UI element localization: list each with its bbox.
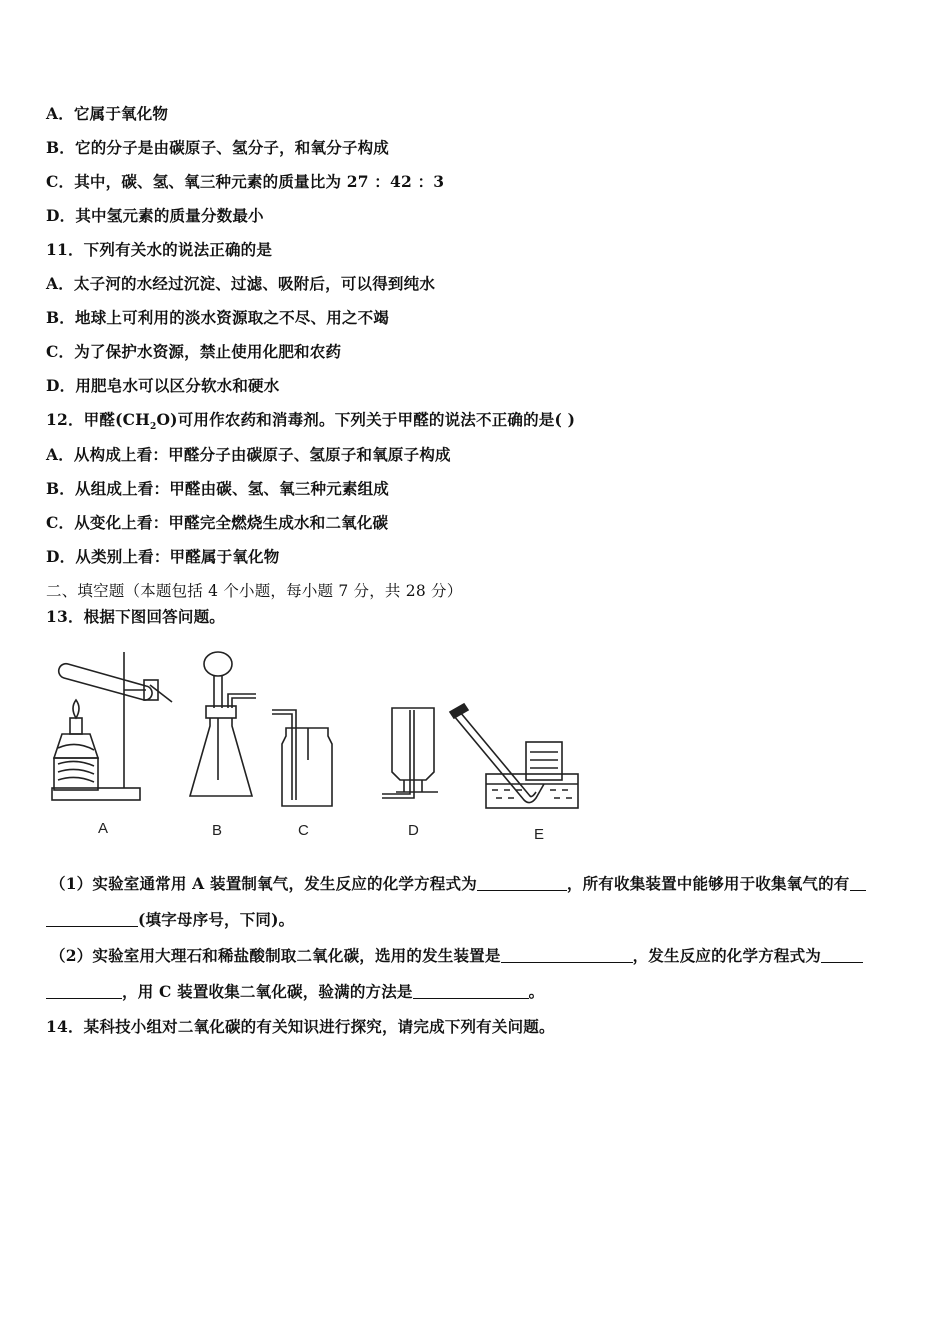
q12-stem: 12．甲醛$(CH_2O)$可用作农药和消毒剂。下列关于甲醛的说法不正确的是( ) bbox=[46, 410, 576, 433]
q10-option-b: B．它的分子是由碳原子、氢分子，和氧分子构成 bbox=[46, 138, 390, 157]
answer-blank[interactable] bbox=[850, 875, 866, 891]
q13-stem: 13．根据下图回答问题。 bbox=[46, 607, 225, 626]
answer-blank[interactable] bbox=[821, 947, 863, 963]
q13-part1-line2: (填字母序号，下同)。 bbox=[46, 908, 294, 930]
q11-option-c: C．为了保护水资源，禁止使用化肥和农药 bbox=[46, 342, 342, 361]
q14-stem: 14．某科技小组对二氧化碳的有关知识进行探究，请完成下列有关问题。 bbox=[46, 1017, 555, 1036]
q11-option-d: D．用肥皂水可以区分软水和硬水 bbox=[46, 376, 280, 395]
figure-label-c: C bbox=[298, 822, 309, 839]
q11-stem: 11．下列有关水的说法正确的是 bbox=[46, 240, 273, 259]
q10-option-a: A．它属于氧化物 bbox=[46, 104, 169, 123]
q12-option-a: A．从构成上看：甲醛分子由碳原子、氢原子和氧原子构成 bbox=[46, 445, 451, 464]
q12-option-d: D．从类别上看：甲醛属于氧化物 bbox=[46, 547, 280, 566]
answer-blank[interactable] bbox=[46, 911, 138, 927]
alcohol-lamp bbox=[54, 734, 98, 758]
figure-label-b: B bbox=[212, 822, 223, 839]
section-heading: 二、填空题（本题包括 4 个小题，每小题 7 分，共 28 分） bbox=[46, 582, 463, 600]
apparatus-figure bbox=[46, 640, 606, 850]
answer-blank[interactable] bbox=[46, 983, 122, 999]
q13-part2-line1: （2）实验室用大理石和稀盐酸制取二氧化碳，选用的发生装置是 ，发生反应的化学方程式为 bbox=[50, 944, 863, 966]
answer-blank[interactable] bbox=[477, 875, 567, 891]
answer-blank[interactable] bbox=[501, 947, 633, 963]
q13-part2-line2: ，用 C 装置收集二氧化碳，验满的方法是 。 bbox=[46, 980, 544, 1002]
apparatus-drawing bbox=[46, 640, 606, 850]
q10-option-c: C．其中，碳、氢、氧三种元素的质量比为 27 ：42 ：3 bbox=[46, 172, 445, 191]
q11-option-a: A．太子河的水经过沉淀、过滤、吸附后，可以得到纯水 bbox=[46, 274, 436, 293]
q13-part1-line1: （1）实验室通常用 A 装置制氧气，发生反应的化学方程式为 ，所有收集装置中能够用于收集氧气的有 bbox=[50, 872, 866, 894]
q10-option-d: D．其中氢元素的质量分数最小 bbox=[46, 206, 264, 225]
figure-label-a: A bbox=[98, 820, 109, 837]
figure-label-e: E bbox=[534, 826, 545, 843]
figure-label-d: D bbox=[408, 822, 419, 839]
water-trough bbox=[486, 774, 578, 808]
q11-option-b: B．地球上可利用的淡水资源取之不尽、用之不竭 bbox=[46, 308, 390, 327]
answer-blank[interactable] bbox=[413, 983, 529, 999]
q12-option-c: C．从变化上看：甲醛完全燃烧生成水和二氧化碳 bbox=[46, 513, 389, 532]
q12-option-b: B．从组成上看：甲醛由碳、氢、氧三种元素组成 bbox=[46, 479, 390, 498]
